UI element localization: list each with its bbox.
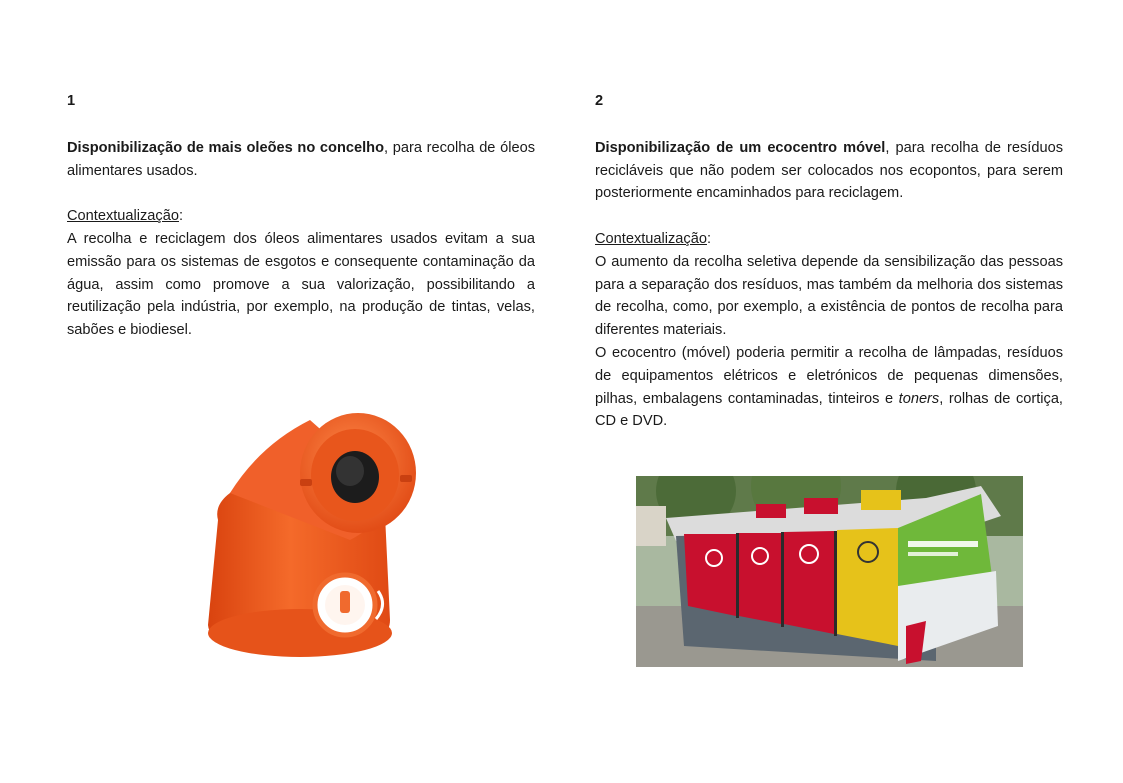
italic-term: toners — [898, 390, 940, 407]
proposal-title-bold: Disponibilização de um ecocentro móvel — [595, 139, 886, 156]
right-column — [595, 90, 1063, 433]
context-colon: : — [178, 208, 184, 225]
proposal-title — [595, 137, 1063, 205]
context-heading — [67, 205, 535, 228]
section-number: 1 — [67, 93, 76, 109]
ecocentro-movel-image — [636, 476, 1023, 667]
context-paragraph-2: O ecocentro (móvel) poderia permitir a recolha de lâmpadas, resíduos de equipamentos elétricos e eletrónicos de pequenas dimensões, pilhas, embalagens contaminadas, tinteiros e toners, rolhas de cortiça, CD e DVD. — [595, 344, 1063, 430]
oleao-container-image — [200, 405, 425, 665]
context-colon: : — [706, 230, 712, 247]
proposal-title-rest: , para recolha de óleos alimentares usados. — [67, 139, 535, 179]
context-paragraph: A recolha e reciclagem dos óleos alimentares usados evitam a sua emissão para os sistemas de esgotos e consequente contaminação da água, assim como promove a sua valorização, possibilitando a reutilização pela indústria, por exemplo, na produção de tintas, velas, sabões e biodiesel. — [67, 230, 535, 339]
proposal-title-bold: Disponibilização de mais oleões no concelho — [67, 139, 384, 156]
proposal-title-rest: , para recolha de resíduos recicláveis que não podem ser colocados nos ecopontos, para serem posteriormente encaminhados para reciclagem. — [595, 139, 1063, 202]
proposal-title — [67, 137, 535, 183]
left-column — [67, 90, 535, 342]
context-heading — [595, 228, 1063, 251]
section-number: 2 — [595, 93, 604, 109]
context-label: Contextualização — [595, 230, 707, 247]
context-label: Contextualização — [67, 208, 179, 225]
context-paragraph-1: O aumento da recolha seletiva depende da sensibilização das pessoas para a separação dos resíduos, mas também da melhoria dos sistemas de recolha, como, por exemplo, a existência de pontos de recolha para diferentes materiais. — [595, 253, 1063, 339]
